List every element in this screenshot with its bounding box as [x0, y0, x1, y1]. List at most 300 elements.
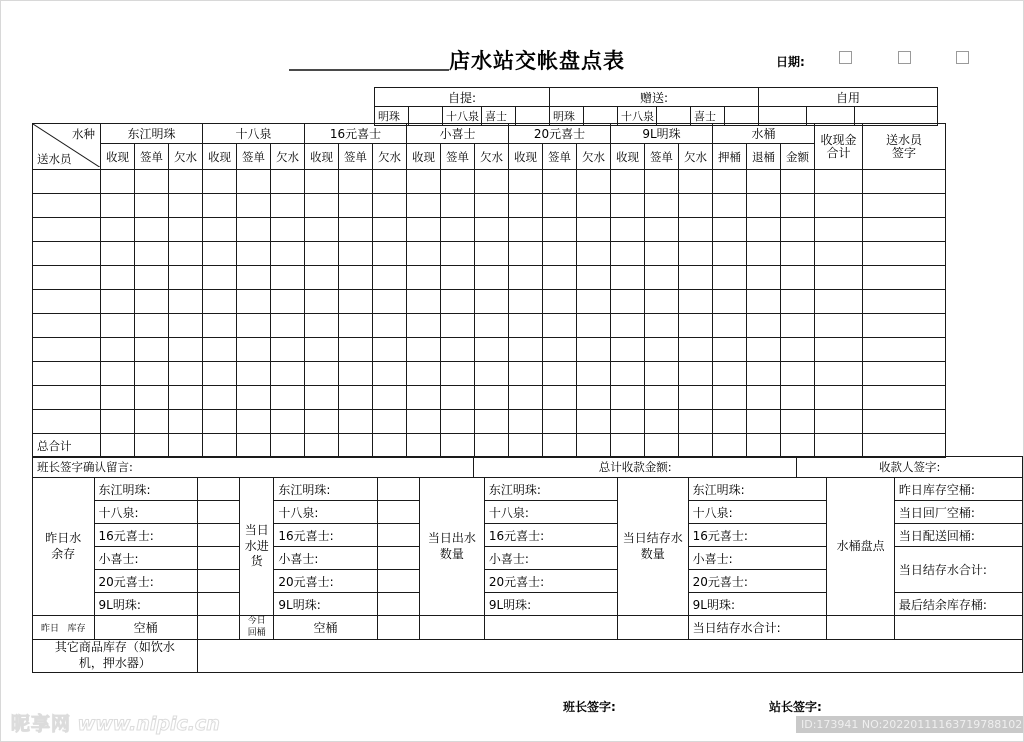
ledger-cell[interactable] [373, 170, 407, 194]
ledger-cell[interactable] [101, 218, 135, 242]
ledger-cell[interactable] [441, 242, 475, 266]
ledger-cell[interactable] [747, 314, 781, 338]
ledger-cell[interactable] [475, 218, 509, 242]
ledger-cell[interactable] [577, 338, 611, 362]
purchase-value-xishi20[interactable] [377, 570, 419, 593]
ledger-cell[interactable] [271, 194, 305, 218]
gift-cell-shibaquan[interactable]: 十八泉 [618, 107, 657, 126]
ledger-cell[interactable] [237, 386, 271, 410]
ledger-cell[interactable] [101, 290, 135, 314]
ledger-cell[interactable] [169, 314, 203, 338]
ledger-cell[interactable] [373, 290, 407, 314]
ledger-cell[interactable] [747, 242, 781, 266]
ledger-cell[interactable] [407, 410, 441, 434]
ledger-cell[interactable] [713, 266, 747, 290]
bucket-item-return-factory[interactable]: 当日回厂空桶: [894, 501, 1022, 524]
ledger-cell[interactable] [101, 386, 135, 410]
ledger-cell[interactable] [543, 242, 577, 266]
ledger-cell[interactable] [509, 338, 543, 362]
footer-station-signature[interactable]: 站长签字: [769, 700, 822, 714]
ledger-cell[interactable] [407, 386, 441, 410]
ledger-cell[interactable] [237, 410, 271, 434]
bucket-row-output-value[interactable] [484, 616, 617, 640]
total-cell[interactable] [407, 434, 441, 458]
bucket-row-output-blank[interactable] [419, 616, 484, 640]
ledger-cell[interactable] [169, 338, 203, 362]
ledger-cell[interactable] [679, 218, 713, 242]
ledger-cell[interactable] [101, 338, 135, 362]
bucket-item-day-closing-total[interactable]: 当日结存水合计: [894, 547, 1022, 593]
ledger-cell[interactable] [611, 266, 645, 290]
ledger-cell[interactable] [169, 266, 203, 290]
ledger-cell[interactable] [509, 290, 543, 314]
ledger-cell[interactable] [305, 314, 339, 338]
ledger-cell[interactable] [713, 170, 747, 194]
ledger-cell[interactable] [169, 290, 203, 314]
ledger-cell-deliverer[interactable] [33, 338, 101, 362]
ledger-cell[interactable] [543, 290, 577, 314]
ledger-cell[interactable] [373, 410, 407, 434]
purchase-value-shibaquan[interactable] [377, 501, 419, 524]
total-cell[interactable] [169, 434, 203, 458]
total-cell[interactable] [101, 434, 135, 458]
ledger-cell[interactable] [781, 410, 815, 434]
ledger-cell[interactable] [441, 170, 475, 194]
day-closing-water-total-label[interactable]: 当日结存水合计: [688, 616, 827, 640]
ledger-cell[interactable] [645, 410, 679, 434]
ledger-cell-deliverer[interactable] [33, 410, 101, 434]
ledger-cell-deliverer[interactable] [33, 314, 101, 338]
ledger-cell[interactable] [863, 266, 946, 290]
ledger-cell[interactable] [509, 410, 543, 434]
ledger-cell[interactable] [679, 242, 713, 266]
output-item-xishi20[interactable]: 20元喜士: [484, 570, 617, 593]
ledger-cell[interactable] [611, 386, 645, 410]
date-checkbox-month[interactable] [898, 51, 911, 64]
ledger-cell[interactable] [863, 194, 946, 218]
ledger-cell-deliverer[interactable] [33, 386, 101, 410]
ledger-cell-deliverer[interactable] [33, 266, 101, 290]
ledger-cell[interactable] [645, 314, 679, 338]
ledger-cell[interactable] [203, 314, 237, 338]
yesterday-value-mingzhu9l[interactable] [197, 593, 239, 616]
ledger-cell[interactable] [203, 218, 237, 242]
total-cell[interactable] [373, 434, 407, 458]
ledger-cell[interactable] [815, 410, 863, 434]
output-item-dongjiang[interactable]: 东江明珠: [484, 478, 617, 501]
ledger-cell[interactable] [169, 362, 203, 386]
ledger-cell[interactable] [305, 194, 339, 218]
ledger-cell[interactable] [101, 410, 135, 434]
ledger-cell[interactable] [339, 338, 373, 362]
ledger-cell[interactable] [863, 386, 946, 410]
total-cell[interactable] [781, 434, 815, 458]
total-cell[interactable] [863, 434, 946, 458]
output-item-xishi16[interactable]: 16元喜士: [484, 524, 617, 547]
ledger-cell[interactable] [339, 266, 373, 290]
ledger-cell[interactable] [305, 338, 339, 362]
ledger-cell[interactable] [543, 410, 577, 434]
ledger-cell[interactable] [577, 266, 611, 290]
ledger-cell[interactable] [271, 170, 305, 194]
ledger-cell-deliverer[interactable] [33, 362, 101, 386]
ledger-cell[interactable] [747, 266, 781, 290]
ledger-cell[interactable] [815, 386, 863, 410]
ledger-cell[interactable] [747, 386, 781, 410]
ledger-cell[interactable] [543, 218, 577, 242]
ledger-cell[interactable] [611, 338, 645, 362]
ledger-cell[interactable] [101, 266, 135, 290]
ledger-cell[interactable] [305, 290, 339, 314]
ledger-cell[interactable] [815, 170, 863, 194]
total-cell[interactable] [611, 434, 645, 458]
ledger-cell[interactable] [135, 170, 169, 194]
ledger-cell[interactable] [135, 314, 169, 338]
bucket-row-closing-blank[interactable] [617, 616, 688, 640]
ledger-cell[interactable] [577, 314, 611, 338]
ledger-cell[interactable] [611, 194, 645, 218]
ledger-cell[interactable] [203, 242, 237, 266]
ledger-cell[interactable] [373, 218, 407, 242]
total-cell[interactable] [679, 434, 713, 458]
ledger-cell[interactable] [577, 194, 611, 218]
ledger-cell[interactable] [781, 314, 815, 338]
ledger-cell[interactable] [407, 266, 441, 290]
closing-item-shibaquan[interactable]: 十八泉: [688, 501, 827, 524]
ledger-cell[interactable] [237, 242, 271, 266]
ledger-cell[interactable] [611, 290, 645, 314]
ledger-cell[interactable] [577, 410, 611, 434]
ledger-cell[interactable] [373, 266, 407, 290]
total-cell[interactable] [747, 434, 781, 458]
ledger-cell[interactable] [747, 194, 781, 218]
ledger-cell[interactable] [475, 410, 509, 434]
ledger-cell[interactable] [815, 338, 863, 362]
ledger-cell[interactable] [815, 362, 863, 386]
total-cell[interactable] [713, 434, 747, 458]
ledger-cell[interactable] [305, 386, 339, 410]
ledger-cell[interactable] [101, 242, 135, 266]
ledger-cell[interactable] [747, 170, 781, 194]
yesterday-value-dongjiang[interactable] [197, 478, 239, 501]
ledger-cell[interactable] [475, 338, 509, 362]
ledger-cell-deliverer[interactable] [33, 194, 101, 218]
ledger-cell[interactable] [509, 386, 543, 410]
ledger-cell[interactable] [645, 218, 679, 242]
ledger-cell[interactable] [863, 338, 946, 362]
bucket-check-blank[interactable] [827, 616, 894, 640]
ledger-cell[interactable] [475, 290, 509, 314]
ledger-cell[interactable] [305, 242, 339, 266]
ledger-cell[interactable] [135, 266, 169, 290]
ledger-cell[interactable] [169, 218, 203, 242]
ledger-cell[interactable] [339, 362, 373, 386]
ledger-cell[interactable] [611, 218, 645, 242]
ledger-cell[interactable] [713, 410, 747, 434]
ledger-cell[interactable] [475, 362, 509, 386]
ledger-cell[interactable] [169, 386, 203, 410]
ledger-cell[interactable] [373, 362, 407, 386]
ledger-cell[interactable] [543, 338, 577, 362]
ledger-cell[interactable] [169, 242, 203, 266]
ledger-cell[interactable] [407, 242, 441, 266]
date-checkbox-day[interactable] [956, 51, 969, 64]
ledger-cell[interactable] [645, 194, 679, 218]
total-cell[interactable] [645, 434, 679, 458]
ledger-cell[interactable] [441, 290, 475, 314]
ledger-cell[interactable] [781, 170, 815, 194]
ledger-cell[interactable] [203, 266, 237, 290]
ledger-cell[interactable] [339, 386, 373, 410]
output-item-mingzhu9l[interactable]: 9L明珠: [484, 593, 617, 616]
ledger-cell[interactable] [611, 410, 645, 434]
ledger-cell-deliverer[interactable] [33, 242, 101, 266]
ledger-cell[interactable] [237, 218, 271, 242]
ledger-cell[interactable] [509, 314, 543, 338]
ledger-cell[interactable] [373, 386, 407, 410]
ledger-cell[interactable] [373, 194, 407, 218]
ledger-cell[interactable] [815, 314, 863, 338]
total-cell[interactable] [135, 434, 169, 458]
ledger-cell[interactable] [543, 266, 577, 290]
ledger-cell[interactable] [713, 218, 747, 242]
ledger-cell[interactable] [679, 170, 713, 194]
ledger-cell[interactable] [135, 362, 169, 386]
ledger-cell[interactable] [305, 410, 339, 434]
pickup-cell-shibaquan[interactable]: 十八泉 [443, 107, 482, 126]
ledger-cell[interactable] [203, 362, 237, 386]
ledger-cell[interactable] [101, 170, 135, 194]
total-cell[interactable] [543, 434, 577, 458]
ledger-cell[interactable] [475, 170, 509, 194]
ledger-cell[interactable] [441, 194, 475, 218]
footer-leader-signature[interactable]: 班长签字: [563, 700, 616, 714]
ledger-cell[interactable] [713, 314, 747, 338]
ledger-cell[interactable] [305, 218, 339, 242]
purchase-value-mingzhu9l[interactable] [377, 593, 419, 616]
ledger-cell[interactable] [509, 266, 543, 290]
ledger-cell[interactable] [441, 386, 475, 410]
pickup-cell-mingzhu[interactable]: 明珠 [375, 107, 409, 126]
ledger-cell-deliverer[interactable] [33, 218, 101, 242]
ledger-cell[interactable] [373, 314, 407, 338]
ledger-cell[interactable] [101, 194, 135, 218]
ledger-cell[interactable] [645, 362, 679, 386]
ledger-cell[interactable] [781, 218, 815, 242]
yesterday-value-xishi20[interactable] [197, 570, 239, 593]
total-cell[interactable] [339, 434, 373, 458]
ledger-cell[interactable] [169, 410, 203, 434]
yesterday-value-xiaoxishi[interactable] [197, 547, 239, 570]
ledger-cell[interactable] [441, 362, 475, 386]
ledger-cell[interactable] [679, 290, 713, 314]
ledger-cell[interactable] [237, 314, 271, 338]
ledger-cell[interactable] [135, 194, 169, 218]
ledger-cell[interactable] [509, 194, 543, 218]
cashier-signature-label[interactable]: 收款人签字: [797, 457, 1023, 478]
ledger-cell[interactable] [407, 290, 441, 314]
ledger-cell[interactable] [679, 194, 713, 218]
ledger-cell[interactable] [271, 362, 305, 386]
ledger-cell[interactable] [475, 242, 509, 266]
ledger-cell[interactable] [135, 410, 169, 434]
ledger-cell[interactable] [407, 170, 441, 194]
closing-item-xiaoxishi[interactable]: 小喜士: [688, 547, 827, 570]
total-cell[interactable] [271, 434, 305, 458]
bucket-item-yesterday-stock[interactable]: 昨日库存空桶: [894, 478, 1022, 501]
total-cell[interactable] [237, 434, 271, 458]
bucket-item-delivery-return[interactable]: 当日配送回桶: [894, 524, 1022, 547]
total-cell[interactable] [441, 434, 475, 458]
ledger-cell[interactable] [645, 386, 679, 410]
other-goods-value[interactable] [197, 640, 1022, 672]
ledger-cell[interactable] [203, 170, 237, 194]
ledger-cell[interactable] [339, 410, 373, 434]
ledger-cell[interactable] [747, 410, 781, 434]
ledger-cell[interactable] [713, 242, 747, 266]
ledger-cell[interactable] [679, 362, 713, 386]
ledger-cell[interactable] [271, 266, 305, 290]
ledger-cell[interactable] [373, 338, 407, 362]
ledger-cell[interactable] [679, 266, 713, 290]
ledger-cell[interactable] [271, 218, 305, 242]
yesterday-value-shibaquan[interactable] [197, 501, 239, 524]
ledger-cell[interactable] [475, 194, 509, 218]
ledger-cell[interactable] [407, 218, 441, 242]
ledger-cell[interactable] [135, 218, 169, 242]
ledger-cell-deliverer[interactable] [33, 170, 101, 194]
ledger-cell[interactable] [475, 266, 509, 290]
ledger-cell[interactable] [679, 410, 713, 434]
ledger-cell[interactable] [441, 218, 475, 242]
ledger-cell[interactable] [271, 314, 305, 338]
ledger-cell[interactable] [815, 218, 863, 242]
ledger-cell[interactable] [781, 362, 815, 386]
ledger-cell[interactable] [237, 194, 271, 218]
total-cell[interactable] [475, 434, 509, 458]
output-item-shibaquan[interactable]: 十八泉: [484, 501, 617, 524]
gift-cell-xishi[interactable]: 喜士 [691, 107, 725, 126]
ledger-cell[interactable] [747, 218, 781, 242]
ledger-cell[interactable] [645, 266, 679, 290]
ledger-cell[interactable] [577, 242, 611, 266]
total-cell[interactable] [815, 434, 863, 458]
closing-item-mingzhu9l[interactable]: 9L明珠: [688, 593, 827, 616]
total-cell[interactable] [305, 434, 339, 458]
ledger-cell[interactable] [203, 386, 237, 410]
ledger-cell[interactable] [271, 386, 305, 410]
closing-item-xishi16[interactable]: 16元喜士: [688, 524, 827, 547]
ledger-cell[interactable] [713, 338, 747, 362]
ledger-cell[interactable] [169, 170, 203, 194]
ledger-cell[interactable] [679, 314, 713, 338]
ledger-cell[interactable] [577, 218, 611, 242]
ledger-cell[interactable] [713, 290, 747, 314]
ledger-cell[interactable] [815, 242, 863, 266]
ledger-cell[interactable] [645, 290, 679, 314]
ledger-cell[interactable] [441, 266, 475, 290]
ledger-cell[interactable] [679, 386, 713, 410]
ledger-cell[interactable] [611, 314, 645, 338]
ledger-cell[interactable] [509, 242, 543, 266]
ledger-cell[interactable] [407, 362, 441, 386]
ledger-cell[interactable] [441, 314, 475, 338]
ledger-cell[interactable] [135, 242, 169, 266]
purchase-value-dongjiang[interactable] [377, 478, 419, 501]
ledger-cell[interactable] [781, 290, 815, 314]
ledger-cell[interactable] [611, 242, 645, 266]
closing-item-dongjiang[interactable]: 东江明珠: [688, 478, 827, 501]
ledger-cell[interactable] [203, 290, 237, 314]
ledger-cell[interactable] [407, 338, 441, 362]
ledger-cell[interactable] [203, 338, 237, 362]
ledger-cell[interactable] [863, 314, 946, 338]
ledger-cell[interactable] [543, 386, 577, 410]
yesterday-value-xishi16[interactable] [197, 524, 239, 547]
ledger-cell[interactable] [169, 194, 203, 218]
ledger-cell[interactable] [135, 386, 169, 410]
ledger-cell[interactable] [577, 386, 611, 410]
ledger-cell[interactable] [339, 314, 373, 338]
ledger-cell[interactable] [645, 170, 679, 194]
ledger-cell[interactable] [237, 170, 271, 194]
ledger-cell[interactable] [339, 242, 373, 266]
ledger-cell[interactable] [863, 170, 946, 194]
ledger-cell-deliverer[interactable] [33, 290, 101, 314]
ledger-cell[interactable] [781, 242, 815, 266]
ledger-cell[interactable] [713, 194, 747, 218]
gift-cell-mingzhu[interactable]: 明珠 [550, 107, 584, 126]
ledger-cell[interactable] [509, 218, 543, 242]
ledger-cell[interactable] [747, 338, 781, 362]
ledger-cell[interactable] [237, 266, 271, 290]
ledger-cell[interactable] [577, 290, 611, 314]
total-cell[interactable] [577, 434, 611, 458]
ledger-cell[interactable] [339, 218, 373, 242]
ledger-cell[interactable] [101, 362, 135, 386]
total-cell[interactable] [509, 434, 543, 458]
pickup-cell-xishi[interactable]: 喜士 [482, 107, 516, 126]
ledger-cell[interactable] [339, 194, 373, 218]
ledger-cell[interactable] [509, 362, 543, 386]
ledger-cell[interactable] [713, 362, 747, 386]
ledger-cell[interactable] [645, 242, 679, 266]
ledger-cell[interactable] [271, 338, 305, 362]
ledger-cell[interactable] [815, 266, 863, 290]
ledger-cell[interactable] [781, 266, 815, 290]
ledger-cell[interactable] [611, 362, 645, 386]
ledger-cell[interactable] [237, 290, 271, 314]
ledger-cell[interactable] [373, 242, 407, 266]
ledger-cell[interactable] [577, 362, 611, 386]
ledger-cell[interactable] [101, 314, 135, 338]
ledger-cell[interactable] [339, 290, 373, 314]
leader-message-label[interactable]: 班长签字确认留言: [33, 457, 474, 478]
ledger-cell[interactable] [863, 362, 946, 386]
ledger-cell[interactable] [679, 338, 713, 362]
date-checkbox-year[interactable] [839, 51, 852, 64]
ledger-cell[interactable] [203, 194, 237, 218]
ledger-cell[interactable] [611, 170, 645, 194]
ledger-cell[interactable] [271, 410, 305, 434]
ledger-cell[interactable] [863, 410, 946, 434]
ledger-cell[interactable] [863, 218, 946, 242]
ledger-cell[interactable] [135, 338, 169, 362]
ledger-cell[interactable] [747, 362, 781, 386]
ledger-cell[interactable] [863, 290, 946, 314]
ledger-cell[interactable] [475, 314, 509, 338]
ledger-cell[interactable] [645, 338, 679, 362]
